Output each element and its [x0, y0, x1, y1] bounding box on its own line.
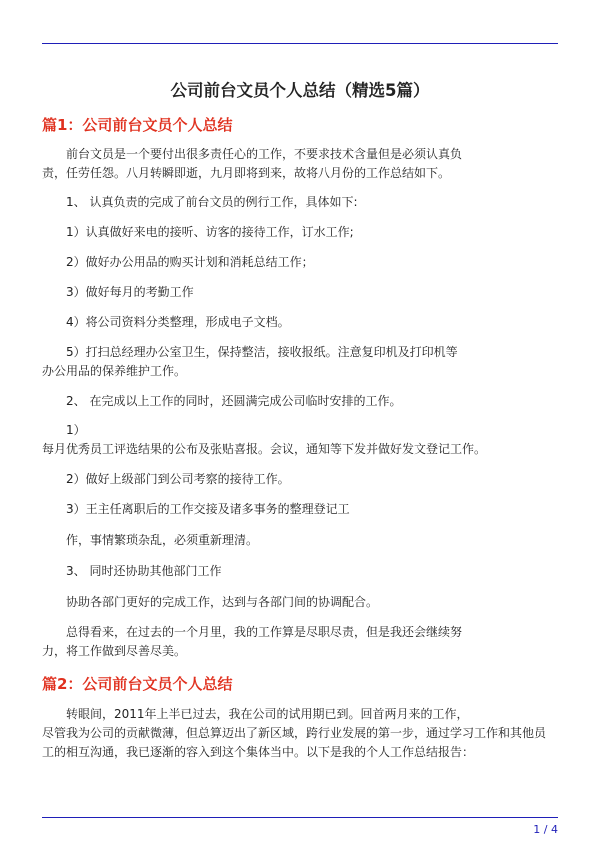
paragraph-line: 2）做好办公用品的购买计划和消耗总结工作； [66, 255, 314, 269]
section-heading-2: 篇2：公司前台文员个人总结 [42, 675, 233, 693]
paragraph-line: 每月优秀员工评选结果的公布及张贴喜报。会议，通知等下发并做好发文登记工作。 [42, 442, 487, 456]
paragraph-line: 办公用品的保养维护工作。 [42, 364, 187, 378]
paragraph [42, 253, 562, 272]
paragraph [42, 193, 562, 212]
paragraph-line: 1） [66, 423, 86, 437]
paragraph-line: 工的相互沟通，我已逐渐的容入到这个集体当中。以下是我的个人工作总结报告： [42, 745, 475, 759]
paragraph [42, 500, 562, 519]
paragraph [42, 392, 562, 411]
paragraph-line: 2、 在完成以上工作的同时，还圆满完成公司临时安排的工作。 [66, 394, 402, 408]
paragraph [42, 283, 562, 302]
paragraph-line: 1）认真做好来电的接听、访客的接待工作，订水工作; [66, 225, 354, 239]
paragraph [42, 145, 562, 183]
paragraph-line: 责，任劳任怨。八月转瞬即逝，九月即将到来，故将八月份的工作总结如下。 [42, 166, 451, 180]
paragraph [42, 705, 562, 762]
paragraph-line: 协助各部门更好的完成工作，达到与各部门间的协调配合。 [66, 595, 379, 609]
paragraph [42, 313, 562, 332]
paragraph-line: 总得看来，在过去的一个月里，我的工作算是尽职尽责，但是我还会继续努 [66, 625, 463, 639]
header-rule [42, 43, 558, 44]
footer-rule [42, 817, 558, 818]
paragraph [42, 593, 562, 612]
paragraph [42, 531, 562, 550]
paragraph-line: 作，事情繁琐杂乱，必须重新理清。 [66, 533, 259, 547]
paragraph-line: 3）王主任离职后的工作交接及诸多事务的整理登记工 [66, 502, 350, 516]
paragraph-line: 前台文员是一个要付出很多责任心的工作，不要求技术含量但是必须认真负 [66, 147, 463, 161]
paragraph [42, 343, 562, 381]
paragraph-line: 4）将公司资料分类整理，形成电子文档。 [66, 315, 290, 329]
paragraph-line: 3、 同时还协助其他部门工作 [66, 564, 222, 578]
paragraph-line: 尽管我为公司的贡献微薄，但总算迈出了新区域，跨行业发展的第一步，通过学习工作和其他员 [42, 726, 547, 740]
paragraph [42, 421, 562, 459]
paragraph-line: 力，将工作做到尽善尽美。 [42, 644, 187, 658]
paragraph-line: 2）做好上级部门到公司考察的接待工作。 [66, 472, 290, 486]
page-number: 1 / 4 [533, 823, 558, 836]
document-title: 公司前台文员个人总结（精选5篇） [170, 81, 430, 100]
paragraph-line: 转眼间，2011年上半已过去，我在公司的试用期已到。回首两月来的工作， [66, 707, 469, 721]
section-heading-1: 篇1：公司前台文员个人总结 [42, 116, 233, 134]
paragraph-line: 5）打扫总经理办公室卫生，保持整洁，接收报纸。注意复印机及打印机等 [66, 345, 458, 359]
paragraph [42, 562, 562, 581]
paragraph [42, 223, 562, 242]
paragraph-line: 1、 认真负责的完成了前台文员的例行工作，具体如下: [66, 195, 358, 209]
paragraph [42, 623, 562, 661]
paragraph-line: 3）做好每月的考勤工作 [66, 285, 194, 299]
paragraph [42, 470, 562, 489]
